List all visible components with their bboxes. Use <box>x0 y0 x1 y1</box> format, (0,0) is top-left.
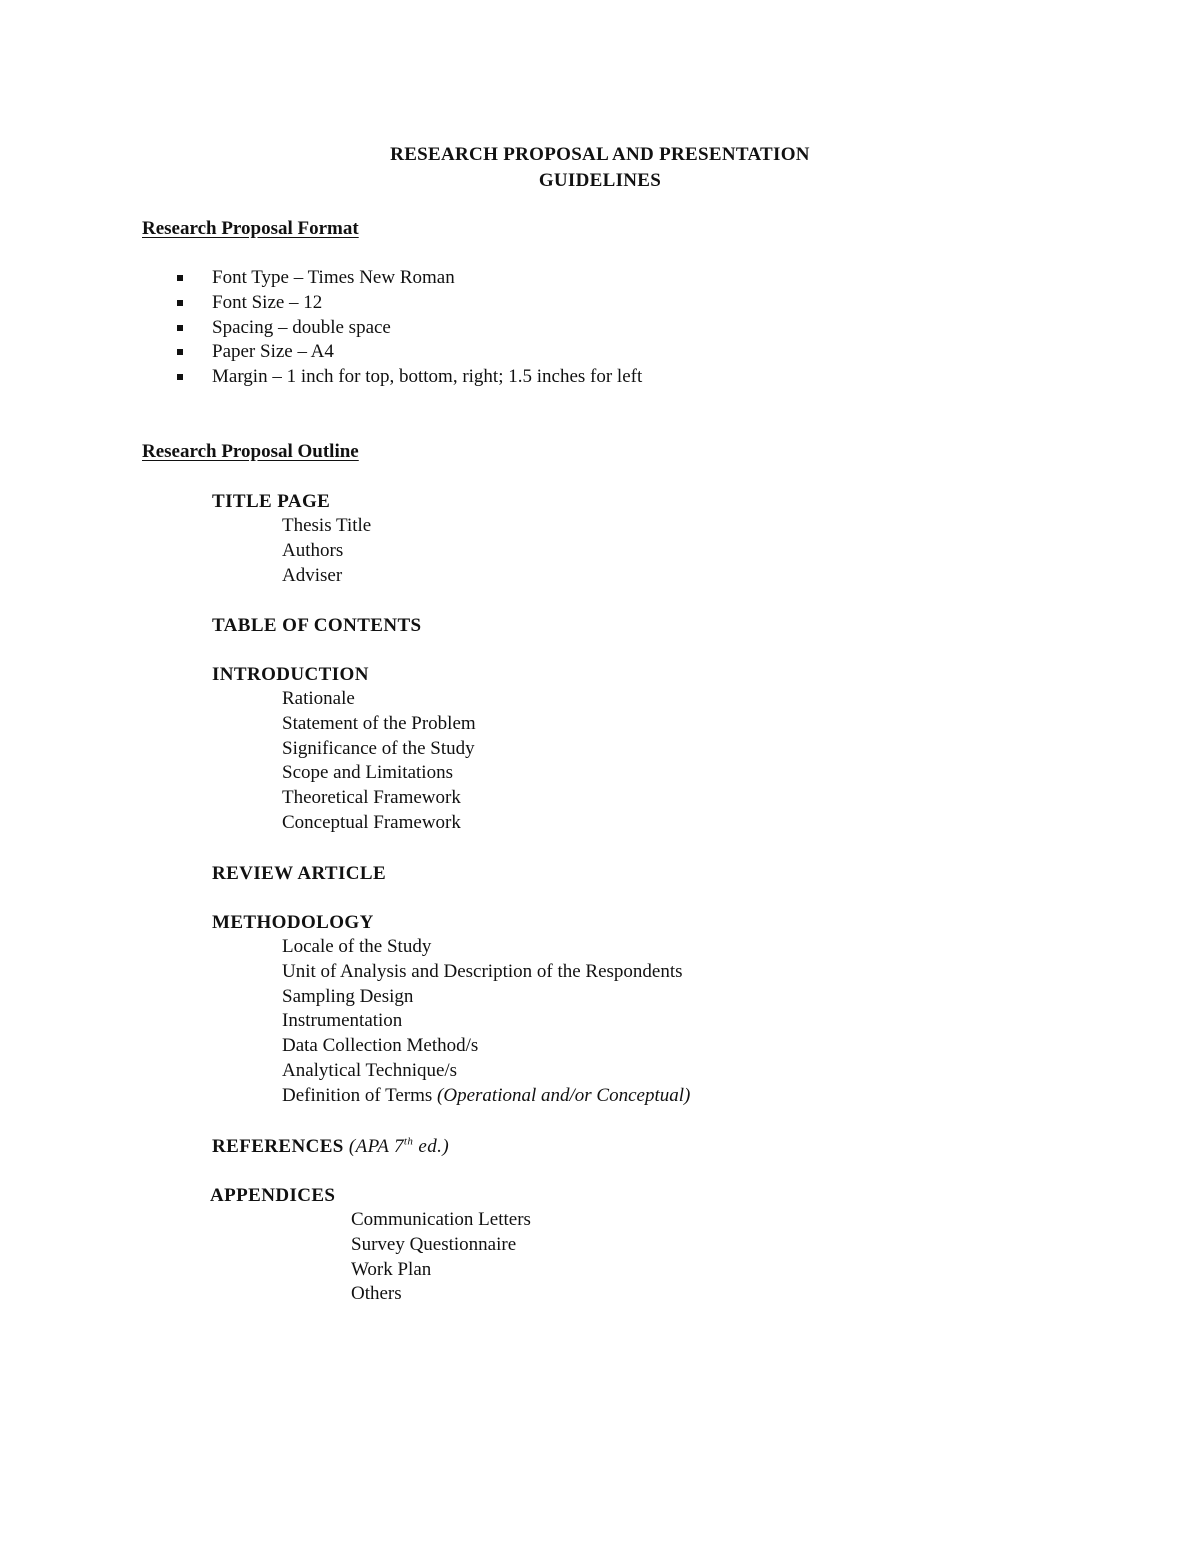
introduction-heading: INTRODUCTION <box>212 664 369 685</box>
document-title <box>0 142 1200 194</box>
review-section <box>212 861 386 886</box>
square-bullet-icon <box>177 275 183 281</box>
toc-heading: TABLE OF CONTENTS <box>212 615 422 636</box>
review-heading: REVIEW ARTICLE <box>212 863 387 884</box>
title-page-heading: TITLE PAGE <box>212 491 331 512</box>
definition-of-terms-text: Definition of Terms <box>282 1084 433 1106</box>
references-section <box>212 1134 449 1159</box>
list-item: Authors <box>282 539 344 561</box>
references-note: (APA 7th ed.) <box>348 1135 450 1157</box>
methodology-items <box>212 935 690 1109</box>
toc-section <box>212 613 422 638</box>
methodology-heading: METHODOLOGY <box>212 912 374 933</box>
list-item: Font Type – Times New Roman <box>174 266 642 291</box>
methodology-section <box>212 910 690 1109</box>
list-item: Others <box>351 1283 402 1305</box>
list-item: Margin – 1 inch for top, bottom, right; 1.5 inches for left <box>174 365 642 390</box>
list-item: Spacing – double space <box>174 316 642 341</box>
list-item: Font Size – 12 <box>174 291 642 316</box>
list-item: Theoretical Framework <box>282 787 461 809</box>
list-item: Sampling Design <box>282 985 414 1007</box>
list-item: Analytical Technique/s <box>282 1059 458 1081</box>
title-page-items <box>212 514 371 588</box>
format-heading: Research Proposal Format <box>142 218 359 239</box>
references-heading: REFERENCES (APA 7th ed.) <box>212 1135 450 1157</box>
list-item: Conceptual Framework <box>282 811 461 833</box>
square-bullet-icon <box>177 349 183 355</box>
list-item: Adviser <box>282 564 343 586</box>
list-item: Locale of the Study <box>282 936 432 957</box>
list-item: Unit of Analysis and Description of the Respondents <box>282 960 683 982</box>
introduction-items <box>212 687 476 836</box>
format-list <box>174 266 642 390</box>
list-item <box>282 1084 690 1109</box>
list-item: Thesis Title <box>282 515 372 536</box>
title-line-1: RESEARCH PROPOSAL AND PRESENTATION <box>390 144 810 165</box>
list-item: Survey Questionnaire <box>351 1233 517 1255</box>
appendices-items <box>210 1208 531 1307</box>
square-bullet-icon <box>177 374 183 380</box>
square-bullet-icon <box>177 325 183 331</box>
list-item: Work Plan <box>351 1258 432 1280</box>
title-page-section <box>212 489 371 588</box>
list-item: Rationale <box>282 688 355 709</box>
list-item: Statement of the Problem <box>282 712 476 734</box>
outline-heading: Research Proposal Outline <box>142 441 359 462</box>
list-item: Data Collection Method/s <box>282 1035 479 1057</box>
list-item: Communication Letters <box>351 1209 531 1230</box>
list-item: Significance of the Study <box>282 737 475 759</box>
appendices-heading: APPENDICES <box>210 1185 336 1206</box>
title-line-2: GUIDELINES <box>538 170 662 191</box>
list-item: Paper Size – A4 <box>174 340 642 365</box>
appendices-section <box>210 1183 531 1307</box>
definition-of-terms-note: (Operational and/or Conceptual) <box>437 1084 691 1106</box>
list-item: Scope and Limitations <box>282 762 453 784</box>
introduction-section <box>212 662 476 836</box>
list-item: Instrumentation <box>282 1010 403 1032</box>
square-bullet-icon <box>177 300 183 306</box>
